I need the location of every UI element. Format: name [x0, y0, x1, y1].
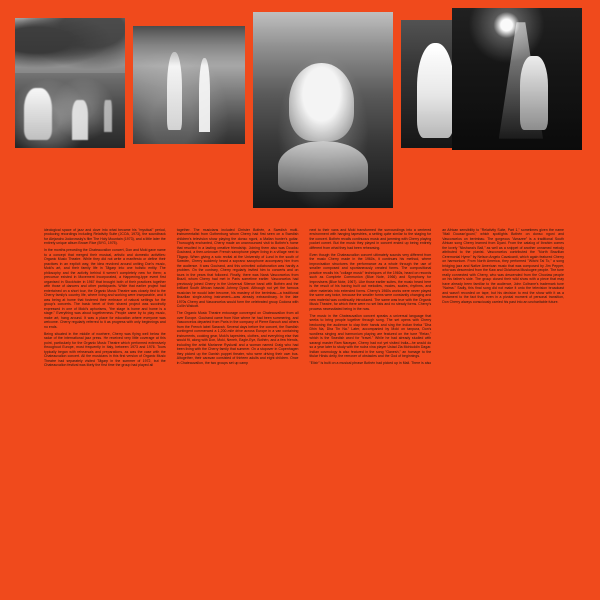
paragraph: ideological space of jazz and dove into what became his "mystical" period, producing recordings including Relativity Suite (JCOA, 1973), the soundtrack for Alejandro Jodorowsky's film The Holy Mountain (1973), and a little later the entirely unique album Brown Rice (BYG, 1975). [44, 228, 166, 246]
text-column-3 [310, 228, 432, 368]
paragraph: "Elixir" is built on a musical phrase Bothén had picked up in Mali. There is also [309, 361, 432, 366]
paragraph: The Organic Music Theatre entourage converged on Chateauvallon from all over Europe. Gouirand came from Nice where he had been summering, and Vasconcelos departed from Paris in the company of Pierre Barouh and others from the French label Saravah. Several days before the concert, the Swedish contingent commenced a 1,200-mile drive across Europe in a van containing instruments, cooking gear, Moki's tapestries, clothes, and everything else that would fit, along with Don, Moki, Neneh, Eagle-Eye, Bothén, and a few friends, including the artist Marianne Ryskvall and a woman named Craig who had been living with the Cherry family that summer. On a stopover in Copenhagen they picked up the Danish puppet theater, who were driving their own bus. Altogether, their caravan consisted of thirteen adults and eight children. Once in Chateauvallon, the two groups set up camp [176, 311, 299, 365]
text-column-4 [442, 228, 564, 368]
paragraph: an African sensibility to "Relativity Suite, Part 1," sometimes given the name "Mali Doussn'gouni," which spotlights Bothén on donso ngoni and Vasconcelos on berimbau. The gorgeous "Amazee" is a traditional South African song Cherry learned from Dyani. From the catalog of Ibrahim comes the lovely "Nkshana's Ball," as well as a snippet of another unnamed melody attributed to the pianist. Vasconcelos contributed the "North Brazilian Ceremonial Hymn" by Nelson Angelo Cavalcanti, which again featured Cherry on harmonium. From North America, they performed "Witchi Tai To," a song bridging jazz and Native American music that was composed by Jim Pepper, who was descended from the Kaw and Oklahoma Muskogee people. The tune really connected with Cherry, who was descended from the Choctaw people on his father's side. The group closed their wild show with a piece that may have already been familiar to the audience, John Coltrane's trademark tune "Naima." Sadly, this final song did not make it onto the television broadcast and wasn't recorded on tape, but his decision to end the show with it as a testament to the fact that, even in a pivotal moment of personal transition, Don Cherry always consciously carried his past into an uncharitable future. [442, 228, 564, 304]
photo-band [0, 0, 600, 218]
paragraph: The music in the Chateauvallon concert speaks a universal language that seeks to bring people together through song. The set opens with Cherry beckoning the audience to clap their hands and sing the Indian theka "Dha Dhin Na, Dha Tin Na." Later, accompanied by Moki on tanpura, Don's wordless singing and harmonium playing are featured on the tune "Relax," which is the Swedish word for "travel." While he had already studied with sarangi master Ram Narayan, Cherry had not yet visited India—he would do so a year later to study with the rudra vina player Ustad Zia Mohiuddin Dagar. Indian cosmology is also featured in the song "Ganesh," an homage to the titular Hindu deity, the remover of obstacles and the God of beginnings. [309, 313, 432, 359]
text-column-1 [44, 228, 166, 368]
paragraph: next to their vans and Moki transformed the surroundings into a centered environment with hanging tapestries, a setting quite similar to the staging for the concert. Bothén recalls continuous music and jamming with Cherry playing pocket cornet. But the music they played in concert ended up being entirely different from what they had been rehearsing. [309, 228, 432, 250]
photo-stage-performer-image [452, 8, 582, 150]
photo-village-family [15, 18, 125, 148]
photo-two-figures-walking [133, 26, 245, 144]
photo-seated-drummer-image [253, 12, 393, 208]
photo-village-family-image [15, 18, 125, 148]
photo-seated-drummer [253, 12, 393, 208]
paragraph: Even though the Chateauvallon concert ultimately sounds very different from the music Cherry made in the 1960s, it continues his method, where improvisation structures the performance as a whole through the use of smaller composed and spontaneously created forms. The compositional practice recalls his "collage music" techniques of the 1960s, heard on records such as Complete Communion (Blue Note, 1966) and Symphony for Improvisers (Blue Note, 1967). Like those earlier suites, the music heard here is the result of his having built out melodies, modes, scales, rhythms, and other materials into extended forms. Cherry's 1960s works were never played the same way twice, because the smaller forms were constantly changing and new material was continually introduced. The same was true with the Organic Music Theatre, for which there were no set lists and no steady forms. Cherry's process necessitated being in the now. [309, 252, 432, 311]
liner-notes-text [44, 228, 564, 368]
photo-stage-performer-spotlight [452, 8, 582, 150]
paragraph: Being situated in the middle of nowhere, Cherry was flying well below the radar of the international jazz press. He received very little coverage at this point, particularly for the Organic Music Theatre which performed extensively throughout Europe, most frequently in Italy, between 1973 and 1976. Tours typically began with rehearsals and preparations, as was the case with the Chateauvallon concert. All the musicians in this first version of Organic Music Theatre had separately visited Tågarp in the summer of 1972, but the Chateauvallon festival was likely the first time the group had played all [44, 331, 166, 368]
paragraph: In the months preceding the Chateauvallon concert, Don and Moki gave name to a concept that merged their musical, artistic and domestic activities: Organic Music Theatre. While they did not write a manifesto or define their practices in an explicit way, the idea revolved around uniting Don's music, Moki's art, and their family life in Tågarp into one holistic entity. The philosophy and the activity behind it weren't completely new for them; a precursor existed in Movement Incorporated, a Happening-type event first organised in Stockholm in 1967 that brought both of their practices together with those of dancers and other participants. While that earlier project had entertained on a short tour, the Organic Music Theatre was closely tied to the Cherry family's country life, where living and working were inseparable, and it was being at home that fostered their embrace of natural settings for the group's concerts. The basic tenet of their shared project was succinctly expressed in one of Moki's aphorisms, "the stage is home and home is a stage." Everything was about togetherness. People came by to play music, make art, hang around. It was a place for education where everyone was welcome. Cherry regularly referred to it as progress with only beginnings and no ends. [44, 248, 166, 329]
photo-two-figures-walking-image [133, 26, 245, 144]
paragraph: together. The musicians included Christer Bothén, a Swedish multi-instrumentalist from Gothenburg whom Cherry had first seen on a Swedish children's television show playing the donso ngoni, a Malian hunter's guitar. Thoroughly enchanted, Cherry made an unannounced visit to Bothén's home that resulted in a lasting creative friendship. Joining them also was Doudou Gouirand, a then-unknown French saxophone player living in a village next to Tågarp. When giving a solo recital at the University of Lund in the south of Sweden, Cherry suddenly heard a soprano saxophone accompany him from the audience. It was Gouirand, and this uninvited collaboration was hardly a problem. On the contrary, Cherry regularly invited him to concerts and on tours in the years that followed. Finally, there was Naná Vasconcelos from Brazil, whom Cherry had met in Paris sometime earlier. Vasconcelos had previously joined Cherry in the Universal Silence band with Bothén and the brilliant South African bassist Johnny Dyani. Although not yet the famous musician he would later become, his mastery of the berimbau—a traditional Brazilian single-string instrument—was already extraordinary. In the late 1970s Cherry and Vasconcelos would form the celebrated group Codona with Collin Walcott. [176, 228, 299, 309]
text-column-2 [177, 228, 299, 368]
